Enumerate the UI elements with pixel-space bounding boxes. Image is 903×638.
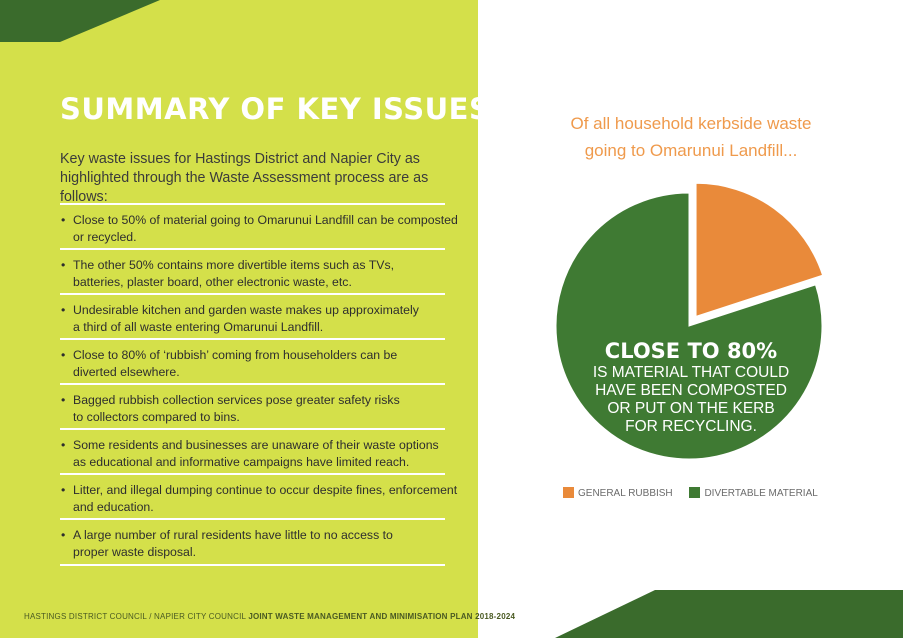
issue-text: batteries, plaster board, other electronic waste, etc. — [73, 275, 352, 289]
legend-item — [689, 487, 817, 499]
list-item — [60, 518, 445, 566]
chart-legend — [563, 487, 832, 499]
issue-text: a third of all waste entering Omarunui Landfill. — [73, 320, 324, 334]
list-item — [60, 203, 458, 248]
issue-text: • Undesirable kitchen and garden waste makes up approximately — [73, 303, 419, 317]
key-issues-list — [60, 203, 458, 566]
list-item — [60, 428, 445, 473]
intro-line: highlighted through the Waste Assessment process are as follows: — [60, 170, 429, 205]
legend-swatch-general — [563, 487, 574, 498]
intro-paragraph — [60, 150, 460, 207]
intro-line: Key waste issues for Hastings District and Napier City as — [60, 151, 420, 167]
list-item — [60, 248, 445, 293]
issue-text: • Close to 50% of material going to Omarunui Landfill can be composted — [73, 213, 458, 227]
footer-councils: HASTINGS DISTRICT COUNCIL / NAPIER CITY COUNCIL — [24, 612, 246, 621]
pie-annotation-line: OR PUT ON THE KERB — [607, 400, 775, 417]
corner-band-top — [0, 0, 170, 50]
footer-plan-title: JOINT WASTE MANAGEMENT AND MINIMISATION PLAN 2018-2024 — [248, 612, 516, 621]
legend-item — [563, 487, 673, 499]
chart-title-line: going to Omarunui Landfill... — [584, 141, 798, 160]
corner-band-bottom-shape — [555, 590, 903, 638]
list-item — [60, 473, 458, 518]
list-item — [60, 383, 445, 428]
list-item — [60, 293, 445, 338]
issue-text: • Litter, and illegal dumping continue to occur despite fines, enforcement — [73, 483, 458, 497]
issue-text: and education. — [73, 500, 154, 514]
pie-annotation-headline: CLOSE TO 80% — [604, 339, 778, 363]
issue-text: • A large number of rural residents have little to no access to — [73, 528, 393, 542]
corner-band-top-shape — [0, 0, 160, 42]
issue-text: • Some residents and businesses are unaware of their waste options — [73, 438, 439, 452]
legend-label: GENERAL RUBBISH — [578, 488, 673, 499]
page-title: SUMMARY OF KEY ISSUES — [60, 92, 491, 126]
pie-annotation-line: FOR RECYCLING. — [625, 418, 757, 435]
issue-text: • Close to 80% of ‘rubbish’ coming from householders can be — [73, 348, 398, 362]
issue-text: as educational and informative campaigns have limited reach. — [73, 455, 410, 469]
list-item — [60, 338, 445, 383]
legend-label: DIVERTABLE MATERIAL — [704, 488, 818, 499]
chart-title — [548, 110, 834, 164]
issue-text: to collectors compared to bins. — [73, 410, 240, 424]
page-footer — [24, 612, 515, 621]
legend-swatch-divertable — [689, 487, 700, 498]
chart-title-line: Of all household kerbside waste — [570, 114, 812, 133]
issue-text: or recycled. — [73, 230, 137, 244]
pie-annotation — [562, 338, 820, 436]
issue-text: • Bagged rubbish collection services pose greater safety risks — [73, 393, 400, 407]
issue-text: • The other 50% contains more divertible items such as TVs, — [73, 258, 395, 272]
pie-annotation-line: HAVE BEEN COMPOSTED — [595, 382, 787, 399]
issue-text: diverted elsewhere. — [73, 365, 180, 379]
corner-band-bottom — [555, 590, 903, 638]
pie-annotation-line: IS MATERIAL THAT COULD — [592, 364, 790, 381]
issue-text: proper waste disposal. — [73, 545, 197, 559]
